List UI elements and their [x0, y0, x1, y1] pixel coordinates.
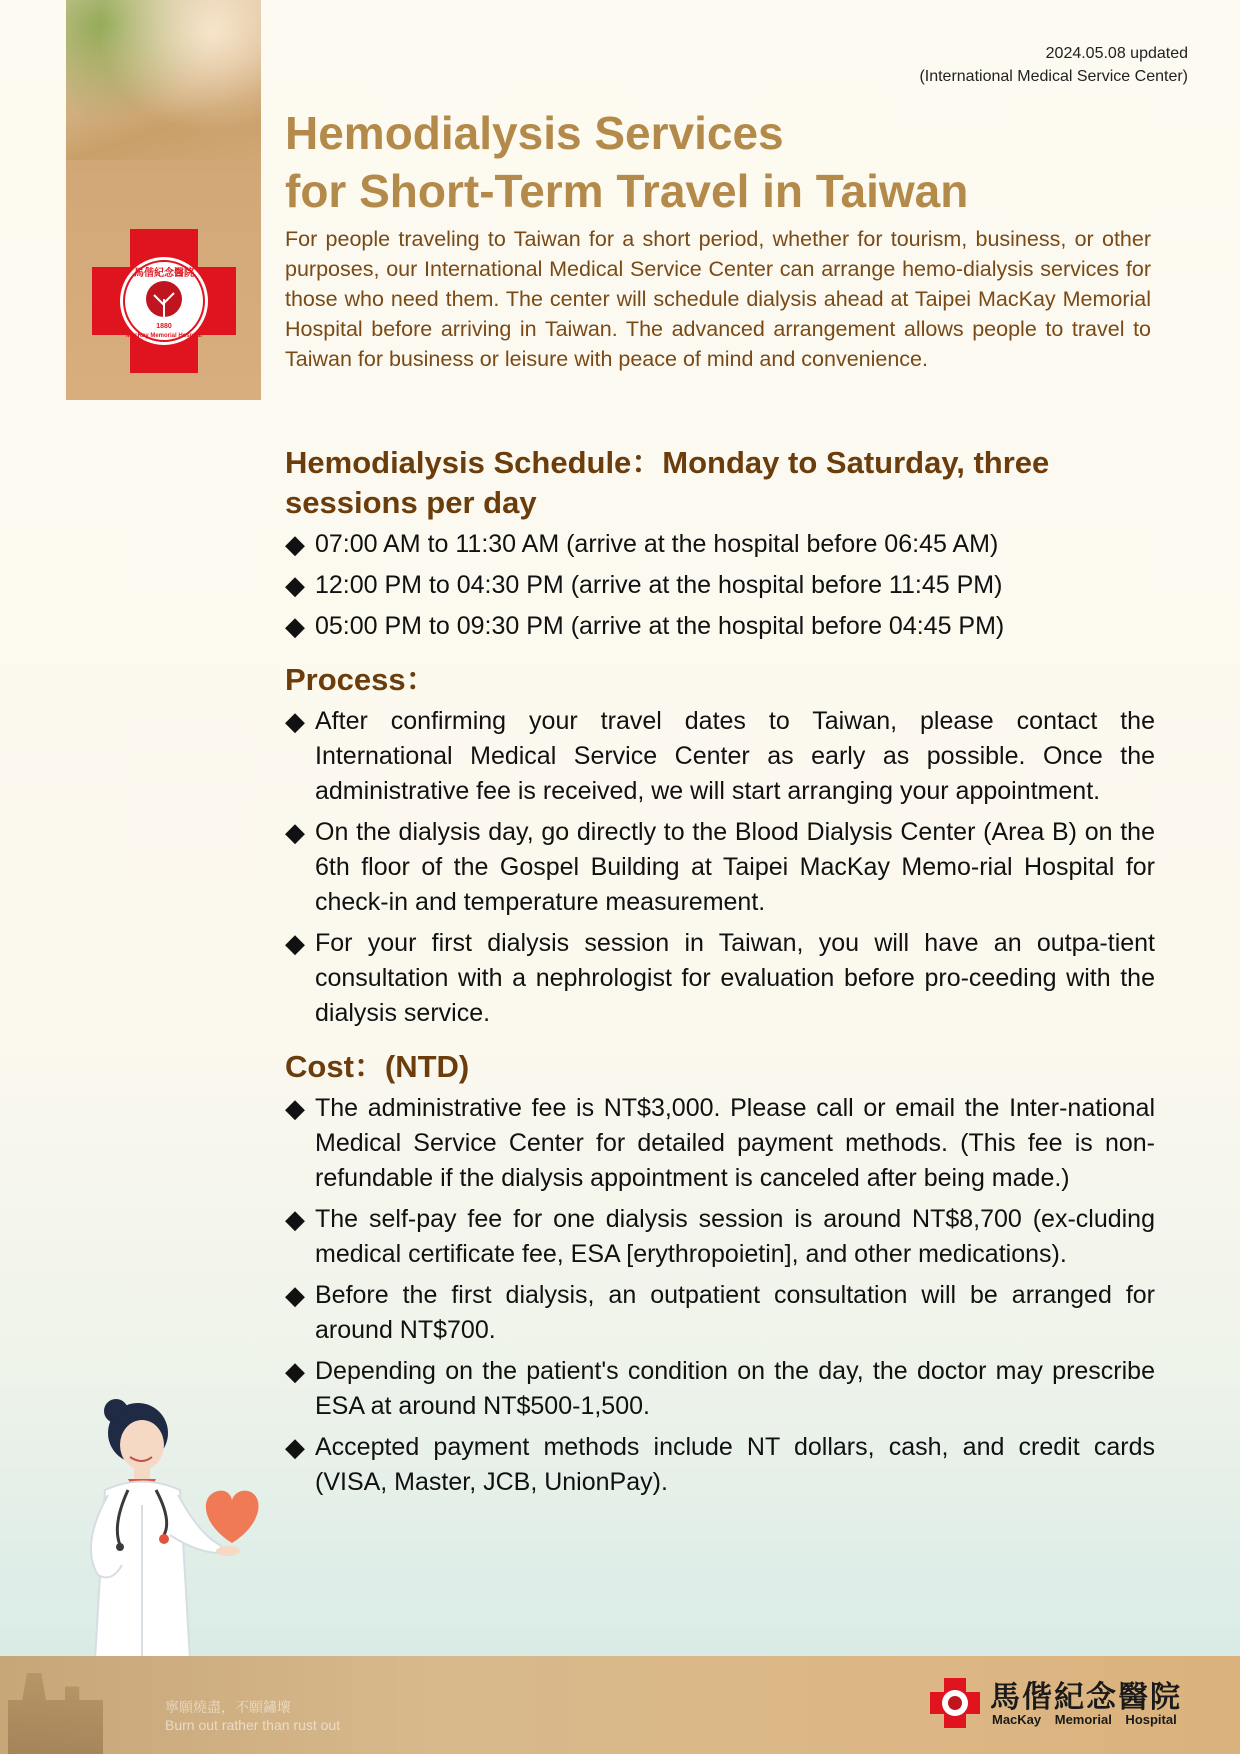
process-list	[285, 704, 1155, 1031]
process-heading: Process：	[285, 662, 437, 697]
updated-date: 2024.05.08 updated	[1045, 45, 1188, 62]
intro-paragraph: For people traveling to Taiwan for a short period, whether for tourism, business, or other purposes, our International Medical Service Center can arrange hemo-dialysis services for those who need them. The center will schedule dialysis ahead at Taipei MacKay Memorial Hospital before arriving in Taiwan. The advanced arrangement allows people to travel to Taiwan for business or leisure with peace of mind and convenience.	[285, 227, 1151, 371]
main-content	[285, 443, 1155, 1506]
process-item: ◆ On the dialysis day, go directly to the Blood Dialysis Center (Area B) on the 6th floor of the Gospel Building at Taipei MacKay Memo-rial Hospital for check-in and temperature measurement.	[285, 817, 1155, 916]
seal-year: 1880	[156, 323, 172, 330]
diamond-bullet-icon: ◆	[285, 1432, 305, 1462]
cost-list	[285, 1091, 1155, 1500]
title-line-1: Hemodialysis Services	[285, 107, 784, 159]
cost-item: ◆ Depending on the patient's condition on the day, the doctor may prescribe ESA at around NT$500-1,500.	[285, 1356, 1155, 1420]
update-info	[919, 42, 1188, 88]
footer-logo-english: MacKay Memorial Hospital	[992, 1712, 1177, 1727]
cost-item: ◆ Accepted payment methods include NT dollars, cash, and credit cards (VISA, Master, JCB, UnionPay).	[285, 1432, 1155, 1496]
cost-heading: Cost：(NTD)	[285, 1049, 470, 1084]
title-line-2: for Short-Term Travel in Taiwan	[285, 165, 969, 217]
cost-item: ◆ The self-pay fee for one dialysis session is around NT$8,700 (ex-cluding medical certificate fee, ESA [erythropoietin], and other medications).	[285, 1204, 1155, 1268]
cost-item: ◆ The administrative fee is NT$3,000. Please call or email the Inter-national Medical Service Center for detailed payment methods. (This fee is non-refundable if the dialysis appointment is canceled after being made.)	[285, 1093, 1155, 1192]
seal-name-en: MacKay Memorial Hospital	[125, 333, 203, 339]
diamond-bullet-icon: ◆	[285, 1280, 305, 1310]
diamond-bullet-icon: ◆	[285, 529, 305, 559]
mackay-cross-logo	[92, 229, 236, 373]
footer-logo-chinese: 馬偕紀念醫院	[990, 1680, 1182, 1715]
hand-photo	[66, 0, 261, 160]
process-item: ◆ For your first dialysis session in Taiwan, you will have an outpa-tient consultation with a nephrologist for evaluation before pro-ceeding with the dialysis service.	[285, 928, 1155, 1027]
diamond-bullet-icon: ◆	[285, 570, 305, 600]
diamond-bullet-icon: ◆	[285, 611, 305, 641]
footer-motto: 寧願燒盡，不願鏽壞 Burn out rather than rust out	[165, 1699, 341, 1733]
diamond-bullet-icon: ◆	[285, 1204, 305, 1234]
center-name: (International Medical Service Center)	[919, 68, 1188, 85]
heart-icon	[206, 1491, 259, 1543]
schedule-item: ◆ 07:00 AM to 11:30 AM (arrive at the hospital before 06:45 AM)	[285, 527, 1155, 562]
seal-name-cn: 馬偕紀念醫院	[134, 268, 194, 279]
footer-banner	[0, 1656, 1240, 1754]
process-item: ◆ After confirming your travel dates to Taiwan, please contact the International Medical Service Center as early as possible. Once the administrative fee is received, we will start arranging your appointment.	[285, 706, 1155, 805]
mackay-cross-small-icon	[930, 1678, 980, 1728]
nurse-illustration	[50, 1395, 265, 1660]
diamond-bullet-icon: ◆	[285, 1093, 305, 1123]
schedule-item: ◆ 12:00 PM to 04:30 PM (arrive at the hospital before 11:45 PM)	[285, 568, 1155, 603]
diamond-bullet-icon: ◆	[285, 928, 305, 958]
diamond-bullet-icon: ◆	[285, 706, 305, 736]
schedule-list	[285, 527, 1155, 644]
page-title	[285, 104, 1185, 220]
schedule-item: ◆ 05:00 PM to 09:30 PM (arrive at the hospital before 04:45 PM)	[285, 609, 1155, 644]
diamond-bullet-icon: ◆	[285, 817, 305, 847]
footer-hospital-logo	[930, 1672, 1190, 1734]
cost-item: ◆ Before the first dialysis, an outpatient consultation will be arranged for around NT$700.	[285, 1280, 1155, 1344]
schedule-heading: Hemodialysis Schedule：Monday to Saturday, three sessions per day	[285, 445, 1050, 520]
building-silhouette	[8, 1664, 103, 1754]
diamond-bullet-icon: ◆	[285, 1356, 305, 1386]
